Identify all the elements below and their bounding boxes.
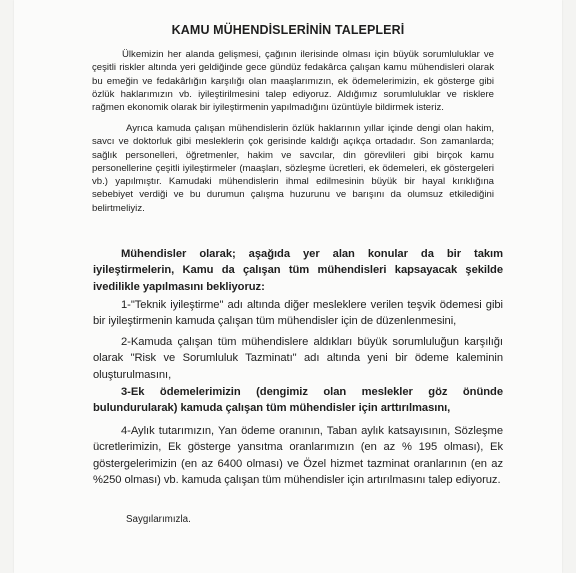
demand-item-1: 1-"Teknik iyileştirme" adı altında diğer mesleklere verilen teşvik ödemesi gibi bir iyileştirmenin kamuda çalışan tüm mühendisler için de düzenlenmesini, <box>93 299 503 328</box>
document-page <box>14 0 562 573</box>
document-title: KAMU MÜHENDİSLERİNİN TALEPLERİ <box>171 23 405 37</box>
demand-item-2: 2-Kamuda çalışan tüm mühendislere aldıkları büyük sorumluluğun karşılığı olarak "Risk ve Sorumluluk Tazminatı" adı altında yeni bir ödeme kaleminin oluşturulmasını, <box>93 336 503 381</box>
intro-paragraph-1: Ülkemizin her alanda gelişmesi, çağının ilerisinde olması için büyük sorumluluklar ve çeşitli riskler altında yeri geldiğinde gece gündüz fedakârca çalışan kamu mühendisleri olarak bu emeğin ve fedakârlığın karşılığı olan maaşlarımızın, ek ödemelerimizin, ek gösterge gibi özlük haklarımızın vb. iyileştirilmesini talep ediyoruz. Aldığımız sorumluluklar ve risklere rağmen ekonomik olarak bir iyileştirmenin yapılmadığını üzüntüyle bildirmek isteriz. <box>92 49 494 114</box>
intro-paragraph-2: Ayrıca kamuda çalışan mühendislerin özlük haklarının yıllar içinde dengi olan hakim, savcı ve doktorluk gibi mesleklerin çok gerisinde kaldığı açıkça ortadadır. Son zamanlarda; sağlık personelleri, öğretmenler, hakim ve savcılar, din görevlileri gibi birçok kamu personellerine çeşitli iyileştirmeler (maaşları, sözleşme ücretleri, ek ödemeleri, ek göstergeleri vb.) yapılmıştır. Kamudaki mühendislerin ihmal edilmesinin büyük bir hayal kırıklığına sebebiyet verdiği ve bu durumun çalışma huzurunu ve barışını da olumsuz etkilediğini belirtmeliyiz. <box>92 123 494 214</box>
closing-text: Saygılarımızla. <box>126 514 191 525</box>
demand-item-4: 4-Aylık tutarımızın, Yan ödeme oranının, Taban aylık katsayısının, Sözleşme ücretlerimizin, Ek gösterge yansıtma oranlarımızın (en az % 195 olması), Ek göstergelerimizin (en az 6400 olması) ve Özel hizmet tazminat oranlarının (en az %250 olması) vb. kamuda çalışan tüm mühendisler için artırılmasını talep ediyoruz. <box>93 425 503 487</box>
demands-intro: Mühendisler olarak; aşağıda yer alan konular da bir takım iyileştirmelerin, Kamu da çalışan tüm mühendisleri kapsayacak şekilde ivedilikle yapılmasını bekliyoruz: <box>93 248 503 293</box>
demand-item-3: 3-Ek ödemelerimizin (dengimiz olan meslekler göz önünde bulundurularak) kamuda çalışan tüm mühendisler için arttırılmasını, <box>93 386 503 415</box>
